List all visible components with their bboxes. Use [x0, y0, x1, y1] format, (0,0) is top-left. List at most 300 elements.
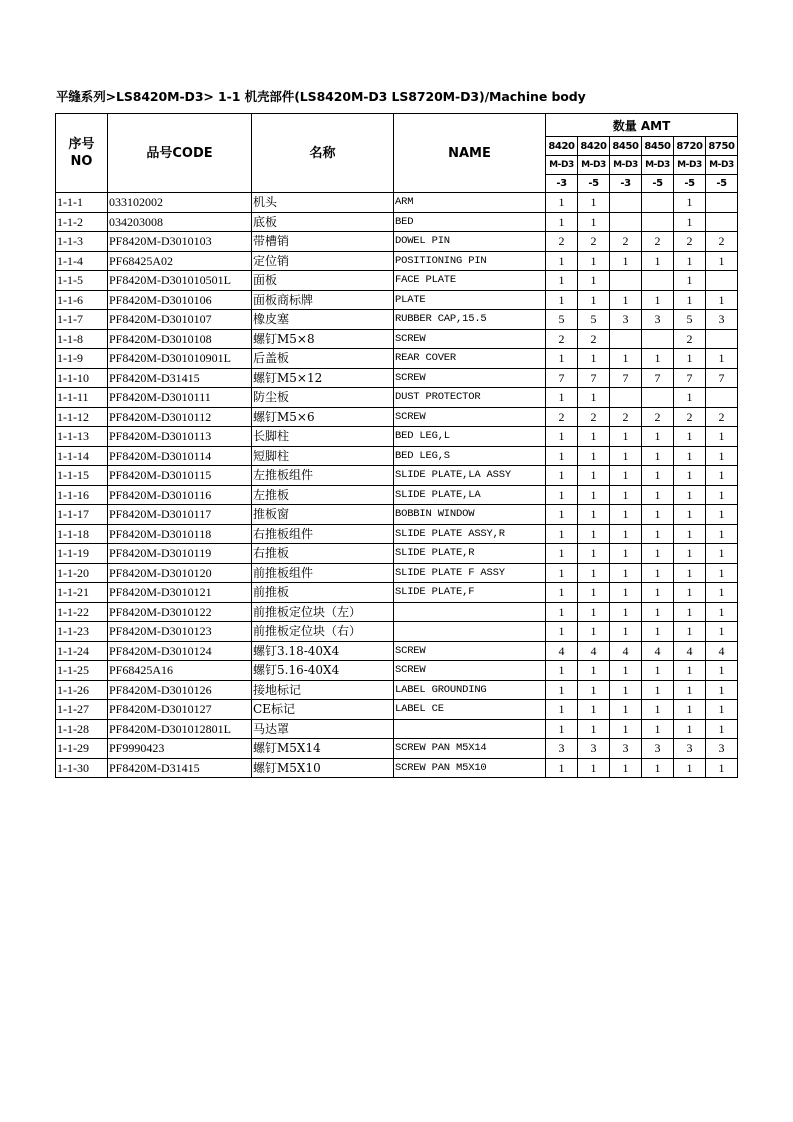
row-no-cell: 1-1-1 — [56, 193, 108, 213]
row-qty-cell: 1 — [642, 524, 674, 544]
row-qty-cell: 1 — [546, 544, 578, 564]
row-no-cell: 1-1-20 — [56, 563, 108, 583]
table-row — [56, 310, 738, 330]
row-qty-cell — [642, 212, 674, 232]
row-no-cell: 1-1-7 — [56, 310, 108, 330]
row-name-cn-cell: 面板商标牌 — [252, 290, 394, 310]
table-row — [56, 368, 738, 388]
row-qty-cell: 1 — [578, 485, 610, 505]
row-code-cell: PF8420M-D3010123 — [108, 622, 252, 642]
row-qty-cell: 1 — [706, 349, 738, 369]
row-code-cell: PF8420M-D3010112 — [108, 407, 252, 427]
row-name-cn-cell: 前推板 — [252, 583, 394, 603]
row-qty-cell: 1 — [706, 290, 738, 310]
model-header-b: M-D3 — [578, 156, 610, 175]
table-row — [56, 739, 738, 759]
row-name-en-cell: DOWEL PIN — [394, 232, 546, 252]
row-qty-cell: 2 — [674, 407, 706, 427]
row-qty-cell: 1 — [546, 212, 578, 232]
row-no-cell: 1-1-24 — [56, 641, 108, 661]
row-code-cell: PF8420M-D3010119 — [108, 544, 252, 564]
row-qty-cell: 1 — [578, 622, 610, 642]
row-qty-cell: 1 — [546, 719, 578, 739]
row-code-cell: 034203008 — [108, 212, 252, 232]
row-qty-cell: 1 — [674, 544, 706, 564]
row-name-en-cell — [394, 602, 546, 622]
row-code-cell: PF68425A02 — [108, 251, 252, 271]
row-qty-cell — [610, 212, 642, 232]
row-qty-cell: 4 — [642, 641, 674, 661]
row-qty-cell: 1 — [546, 290, 578, 310]
row-qty-cell: 1 — [642, 680, 674, 700]
header-code: 品号CODE — [108, 114, 252, 193]
model-header-a: 8420 — [578, 137, 610, 156]
row-name-cn-cell: 后盖板 — [252, 349, 394, 369]
row-name-cn-cell: 螺钉5.16-40X4 — [252, 661, 394, 681]
row-qty-cell: 1 — [674, 680, 706, 700]
row-code-cell: PF8420M-D3010118 — [108, 524, 252, 544]
row-name-en-cell: LABEL GROUNDING — [394, 680, 546, 700]
row-qty-cell: 1 — [706, 719, 738, 739]
row-qty-cell: 1 — [578, 583, 610, 603]
row-code-cell: PF8420M-D31415 — [108, 368, 252, 388]
row-qty-cell: 3 — [610, 310, 642, 330]
row-qty-cell: 1 — [706, 758, 738, 778]
row-qty-cell: 1 — [578, 700, 610, 720]
row-no-cell: 1-1-12 — [56, 407, 108, 427]
model-header-c: -5 — [578, 175, 610, 193]
row-qty-cell: 3 — [642, 739, 674, 759]
row-qty-cell: 1 — [578, 524, 610, 544]
header-amt: 数量 AMT — [546, 114, 738, 137]
header-no-en: NO — [70, 154, 93, 169]
row-qty-cell: 3 — [642, 310, 674, 330]
row-name-en-cell: SLIDE PLATE,LA ASSY — [394, 466, 546, 486]
row-qty-cell: 1 — [578, 349, 610, 369]
row-name-en-cell: SLIDE PLATE,R — [394, 544, 546, 564]
row-qty-cell: 1 — [674, 661, 706, 681]
row-qty-cell: 1 — [610, 349, 642, 369]
table-row — [56, 290, 738, 310]
row-name-en-cell: SCREW — [394, 407, 546, 427]
header-no-cn: 序号 — [68, 137, 95, 152]
row-name-cn-cell: 右推板组件 — [252, 524, 394, 544]
row-qty-cell: 2 — [674, 232, 706, 252]
row-qty-cell: 1 — [546, 680, 578, 700]
row-no-cell: 1-1-23 — [56, 622, 108, 642]
row-qty-cell: 2 — [578, 329, 610, 349]
row-qty-cell: 1 — [578, 271, 610, 291]
row-qty-cell: 1 — [674, 719, 706, 739]
row-qty-cell: 1 — [578, 212, 610, 232]
row-name-en-cell: BED LEG,S — [394, 446, 546, 466]
row-code-cell: PF68425A16 — [108, 661, 252, 681]
row-qty-cell: 7 — [546, 368, 578, 388]
row-qty-cell: 1 — [674, 290, 706, 310]
table-row — [56, 680, 738, 700]
row-qty-cell: 1 — [546, 388, 578, 408]
row-name-cn-cell: 螺钉M5×8 — [252, 329, 394, 349]
table-row — [56, 446, 738, 466]
model-header-a: 8450 — [642, 137, 674, 156]
row-qty-cell: 7 — [642, 368, 674, 388]
row-name-cn-cell: 底板 — [252, 212, 394, 232]
row-qty-cell: 1 — [674, 485, 706, 505]
row-name-cn-cell: 螺钉M5×12 — [252, 368, 394, 388]
row-qty-cell: 1 — [674, 212, 706, 232]
row-no-cell: 1-1-17 — [56, 505, 108, 525]
row-qty-cell: 1 — [642, 505, 674, 525]
row-qty-cell: 1 — [546, 505, 578, 525]
row-qty-cell: 1 — [578, 758, 610, 778]
row-qty-cell: 1 — [578, 602, 610, 622]
table-row — [56, 602, 738, 622]
table-row — [56, 427, 738, 447]
row-name-en-cell — [394, 719, 546, 739]
table-row — [56, 485, 738, 505]
row-code-cell: PF8420M-D3010122 — [108, 602, 252, 622]
table-row — [56, 641, 738, 661]
row-name-en-cell: ARM — [394, 193, 546, 213]
row-code-cell: PF8420M-D3010127 — [108, 700, 252, 720]
row-qty-cell: 1 — [546, 349, 578, 369]
model-header-c: -5 — [674, 175, 706, 193]
table-row — [56, 329, 738, 349]
table-row — [56, 193, 738, 213]
row-qty-cell: 1 — [610, 680, 642, 700]
row-code-cell: PF8420M-D3010121 — [108, 583, 252, 603]
row-qty-cell: 1 — [674, 622, 706, 642]
row-qty-cell: 1 — [674, 466, 706, 486]
row-qty-cell: 1 — [674, 271, 706, 291]
row-name-cn-cell: 带槽销 — [252, 232, 394, 252]
row-qty-cell: 4 — [546, 641, 578, 661]
row-qty-cell: 7 — [610, 368, 642, 388]
table-row — [56, 212, 738, 232]
row-qty-cell: 1 — [642, 583, 674, 603]
row-qty-cell: 1 — [610, 290, 642, 310]
row-name-en-cell: RUBBER CAP,15.5 — [394, 310, 546, 330]
row-qty-cell: 1 — [546, 427, 578, 447]
row-qty-cell: 1 — [610, 563, 642, 583]
row-qty-cell: 1 — [546, 485, 578, 505]
row-qty-cell: 1 — [610, 446, 642, 466]
row-name-en-cell: REAR COVER — [394, 349, 546, 369]
row-no-cell: 1-1-5 — [56, 271, 108, 291]
row-qty-cell: 1 — [578, 680, 610, 700]
row-qty-cell: 1 — [546, 524, 578, 544]
row-name-cn-cell: CE标记 — [252, 700, 394, 720]
row-qty-cell: 1 — [578, 290, 610, 310]
row-no-cell: 1-1-16 — [56, 485, 108, 505]
row-name-cn-cell: 定位销 — [252, 251, 394, 271]
row-qty-cell: 4 — [610, 641, 642, 661]
table-row — [56, 251, 738, 271]
row-code-cell: PF9990423 — [108, 739, 252, 759]
row-qty-cell: 1 — [642, 700, 674, 720]
row-name-en-cell: SCREW — [394, 368, 546, 388]
row-qty-cell — [610, 329, 642, 349]
row-qty-cell: 1 — [706, 583, 738, 603]
row-code-cell: PF8420M-D3010107 — [108, 310, 252, 330]
row-no-cell: 1-1-30 — [56, 758, 108, 778]
row-qty-cell: 1 — [642, 290, 674, 310]
row-qty-cell: 1 — [642, 349, 674, 369]
row-qty-cell: 1 — [610, 505, 642, 525]
row-no-cell: 1-1-8 — [56, 329, 108, 349]
row-qty-cell: 1 — [610, 427, 642, 447]
row-name-en-cell: DUST PROTECTOR — [394, 388, 546, 408]
row-qty-cell: 1 — [610, 485, 642, 505]
row-qty-cell: 1 — [610, 700, 642, 720]
row-qty-cell: 1 — [642, 466, 674, 486]
row-qty-cell: 1 — [546, 563, 578, 583]
row-qty-cell: 1 — [706, 466, 738, 486]
row-name-en-cell — [394, 622, 546, 642]
row-qty-cell: 1 — [642, 563, 674, 583]
model-header-b: M-D3 — [706, 156, 738, 175]
row-qty-cell: 7 — [578, 368, 610, 388]
row-name-en-cell: SLIDE PLATE ASSY,R — [394, 524, 546, 544]
row-qty-cell — [642, 388, 674, 408]
model-header-c: -5 — [642, 175, 674, 193]
row-qty-cell: 1 — [674, 388, 706, 408]
model-header-b: M-D3 — [642, 156, 674, 175]
row-name-cn-cell: 左推板组件 — [252, 466, 394, 486]
row-qty-cell: 5 — [578, 310, 610, 330]
table-row — [56, 407, 738, 427]
row-qty-cell: 1 — [642, 427, 674, 447]
row-name-cn-cell: 左推板 — [252, 485, 394, 505]
row-qty-cell — [706, 271, 738, 291]
row-qty-cell — [706, 193, 738, 213]
row-qty-cell: 1 — [546, 622, 578, 642]
row-qty-cell: 1 — [610, 544, 642, 564]
table-row — [56, 700, 738, 720]
row-no-cell: 1-1-26 — [56, 680, 108, 700]
row-qty-cell: 1 — [674, 524, 706, 544]
row-code-cell: PF8420M-D3010115 — [108, 466, 252, 486]
row-no-cell: 1-1-9 — [56, 349, 108, 369]
row-qty-cell: 2 — [546, 329, 578, 349]
row-qty-cell: 1 — [674, 583, 706, 603]
row-code-cell: PF8420M-D3010108 — [108, 329, 252, 349]
row-qty-cell: 1 — [642, 622, 674, 642]
row-code-cell: PF8420M-D3010124 — [108, 641, 252, 661]
row-name-en-cell: SCREW — [394, 329, 546, 349]
row-no-cell: 1-1-6 — [56, 290, 108, 310]
row-name-cn-cell: 右推板 — [252, 544, 394, 564]
row-qty-cell: 1 — [546, 583, 578, 603]
row-qty-cell: 1 — [706, 700, 738, 720]
row-qty-cell: 1 — [546, 661, 578, 681]
row-qty-cell: 5 — [674, 310, 706, 330]
row-qty-cell: 1 — [706, 524, 738, 544]
row-qty-cell — [610, 271, 642, 291]
row-name-en-cell: FACE PLATE — [394, 271, 546, 291]
row-code-cell: PF8420M-D3010111 — [108, 388, 252, 408]
row-qty-cell: 1 — [546, 193, 578, 213]
row-code-cell: PF8420M-D3010106 — [108, 290, 252, 310]
row-no-cell: 1-1-11 — [56, 388, 108, 408]
row-qty-cell: 1 — [610, 583, 642, 603]
row-name-en-cell: POSITIONING PIN — [394, 251, 546, 271]
row-qty-cell: 1 — [642, 758, 674, 778]
model-header-b: M-D3 — [546, 156, 578, 175]
row-qty-cell: 2 — [642, 232, 674, 252]
row-name-cn-cell: 螺钉M5X14 — [252, 739, 394, 759]
row-qty-cell: 1 — [578, 427, 610, 447]
row-qty-cell: 1 — [706, 661, 738, 681]
row-qty-cell: 1 — [642, 661, 674, 681]
row-qty-cell: 1 — [578, 466, 610, 486]
model-header-a: 8450 — [610, 137, 642, 156]
row-qty-cell — [642, 193, 674, 213]
row-qty-cell: 1 — [546, 446, 578, 466]
row-qty-cell: 1 — [706, 622, 738, 642]
row-no-cell: 1-1-27 — [56, 700, 108, 720]
table-row — [56, 661, 738, 681]
row-qty-cell — [610, 388, 642, 408]
header-no — [56, 114, 108, 193]
row-qty-cell: 1 — [610, 622, 642, 642]
row-code-cell: PF8420M-D31415 — [108, 758, 252, 778]
row-name-cn-cell: 螺钉M5×6 — [252, 407, 394, 427]
row-qty-cell: 1 — [610, 524, 642, 544]
row-qty-cell: 1 — [610, 602, 642, 622]
table-row — [56, 271, 738, 291]
row-no-cell: 1-1-14 — [56, 446, 108, 466]
row-qty-cell: 1 — [642, 719, 674, 739]
row-qty-cell — [706, 388, 738, 408]
model-header-a: 8720 — [674, 137, 706, 156]
row-qty-cell: 4 — [674, 641, 706, 661]
row-qty-cell: 2 — [546, 407, 578, 427]
row-name-en-cell: SCREW — [394, 661, 546, 681]
row-qty-cell: 1 — [578, 388, 610, 408]
row-qty-cell: 1 — [578, 251, 610, 271]
row-code-cell: PF8420M-D301012801L — [108, 719, 252, 739]
row-no-cell: 1-1-29 — [56, 739, 108, 759]
row-qty-cell: 1 — [546, 251, 578, 271]
row-qty-cell: 3 — [610, 739, 642, 759]
row-qty-cell: 3 — [674, 739, 706, 759]
row-name-cn-cell: 防尘板 — [252, 388, 394, 408]
row-qty-cell: 1 — [706, 485, 738, 505]
row-qty-cell: 1 — [706, 544, 738, 564]
row-code-cell: PF8420M-D3010113 — [108, 427, 252, 447]
row-name-cn-cell: 机头 — [252, 193, 394, 213]
row-name-en-cell: BOBBIN WINDOW — [394, 505, 546, 525]
row-qty-cell: 1 — [642, 251, 674, 271]
table-row — [56, 758, 738, 778]
model-header-a: 8420 — [546, 137, 578, 156]
row-no-cell: 1-1-18 — [56, 524, 108, 544]
row-qty-cell: 1 — [674, 427, 706, 447]
row-no-cell: 1-1-4 — [56, 251, 108, 271]
row-qty-cell: 7 — [674, 368, 706, 388]
row-no-cell: 1-1-22 — [56, 602, 108, 622]
row-name-cn-cell: 面板 — [252, 271, 394, 291]
row-qty-cell: 2 — [578, 407, 610, 427]
row-qty-cell: 1 — [610, 719, 642, 739]
row-name-cn-cell: 马达罩 — [252, 719, 394, 739]
header-name-en: NAME — [394, 114, 546, 193]
row-qty-cell: 1 — [578, 544, 610, 564]
row-name-en-cell: BED LEG,L — [394, 427, 546, 447]
table-row — [56, 563, 738, 583]
row-qty-cell: 1 — [706, 680, 738, 700]
row-qty-cell — [642, 329, 674, 349]
row-no-cell: 1-1-3 — [56, 232, 108, 252]
row-qty-cell: 1 — [642, 446, 674, 466]
row-name-en-cell: SCREW PAN M5X14 — [394, 739, 546, 759]
row-name-en-cell: SCREW PAN M5X10 — [394, 758, 546, 778]
row-name-cn-cell: 螺钉M5X10 — [252, 758, 394, 778]
row-code-cell: PF8420M-D3010117 — [108, 505, 252, 525]
row-qty-cell: 1 — [610, 661, 642, 681]
row-qty-cell — [642, 271, 674, 291]
row-qty-cell: 1 — [706, 446, 738, 466]
row-qty-cell: 2 — [546, 232, 578, 252]
table-row — [56, 232, 738, 252]
table-row — [56, 349, 738, 369]
row-qty-cell: 1 — [546, 700, 578, 720]
row-qty-cell: 2 — [706, 407, 738, 427]
table-row — [56, 388, 738, 408]
row-name-cn-cell: 长脚柱 — [252, 427, 394, 447]
table-row — [56, 622, 738, 642]
row-name-cn-cell: 螺钉3.18-40X4 — [252, 641, 394, 661]
row-code-cell: PF8420M-D301010901L — [108, 349, 252, 369]
row-qty-cell: 1 — [674, 193, 706, 213]
row-qty-cell — [610, 193, 642, 213]
row-qty-cell: 1 — [674, 349, 706, 369]
model-header-c: -3 — [610, 175, 642, 193]
row-qty-cell: 5 — [546, 310, 578, 330]
row-qty-cell: 1 — [610, 466, 642, 486]
row-qty-cell: 1 — [674, 446, 706, 466]
row-qty-cell: 1 — [642, 602, 674, 622]
row-qty-cell: 1 — [642, 485, 674, 505]
row-no-cell: 1-1-21 — [56, 583, 108, 603]
row-code-cell: PF8420M-D3010126 — [108, 680, 252, 700]
row-qty-cell: 4 — [578, 641, 610, 661]
header-name-cn: 名称 — [252, 114, 394, 193]
row-qty-cell: 1 — [674, 758, 706, 778]
row-qty-cell: 1 — [642, 544, 674, 564]
row-qty-cell: 3 — [578, 739, 610, 759]
table-row — [56, 505, 738, 525]
row-qty-cell: 1 — [546, 602, 578, 622]
row-name-cn-cell: 橡皮塞 — [252, 310, 394, 330]
row-qty-cell: 1 — [674, 505, 706, 525]
row-code-cell: 033102002 — [108, 193, 252, 213]
row-qty-cell: 1 — [610, 251, 642, 271]
row-qty-cell: 1 — [674, 251, 706, 271]
table-row — [56, 719, 738, 739]
row-qty-cell: 1 — [706, 251, 738, 271]
row-qty-cell: 4 — [706, 641, 738, 661]
row-qty-cell: 7 — [706, 368, 738, 388]
row-qty-cell: 2 — [610, 232, 642, 252]
row-name-en-cell: SCREW — [394, 641, 546, 661]
row-code-cell: PF8420M-D3010103 — [108, 232, 252, 252]
row-qty-cell: 1 — [578, 719, 610, 739]
row-code-cell: PF8420M-D3010116 — [108, 485, 252, 505]
model-header-c: -5 — [706, 175, 738, 193]
row-qty-cell: 1 — [578, 193, 610, 213]
